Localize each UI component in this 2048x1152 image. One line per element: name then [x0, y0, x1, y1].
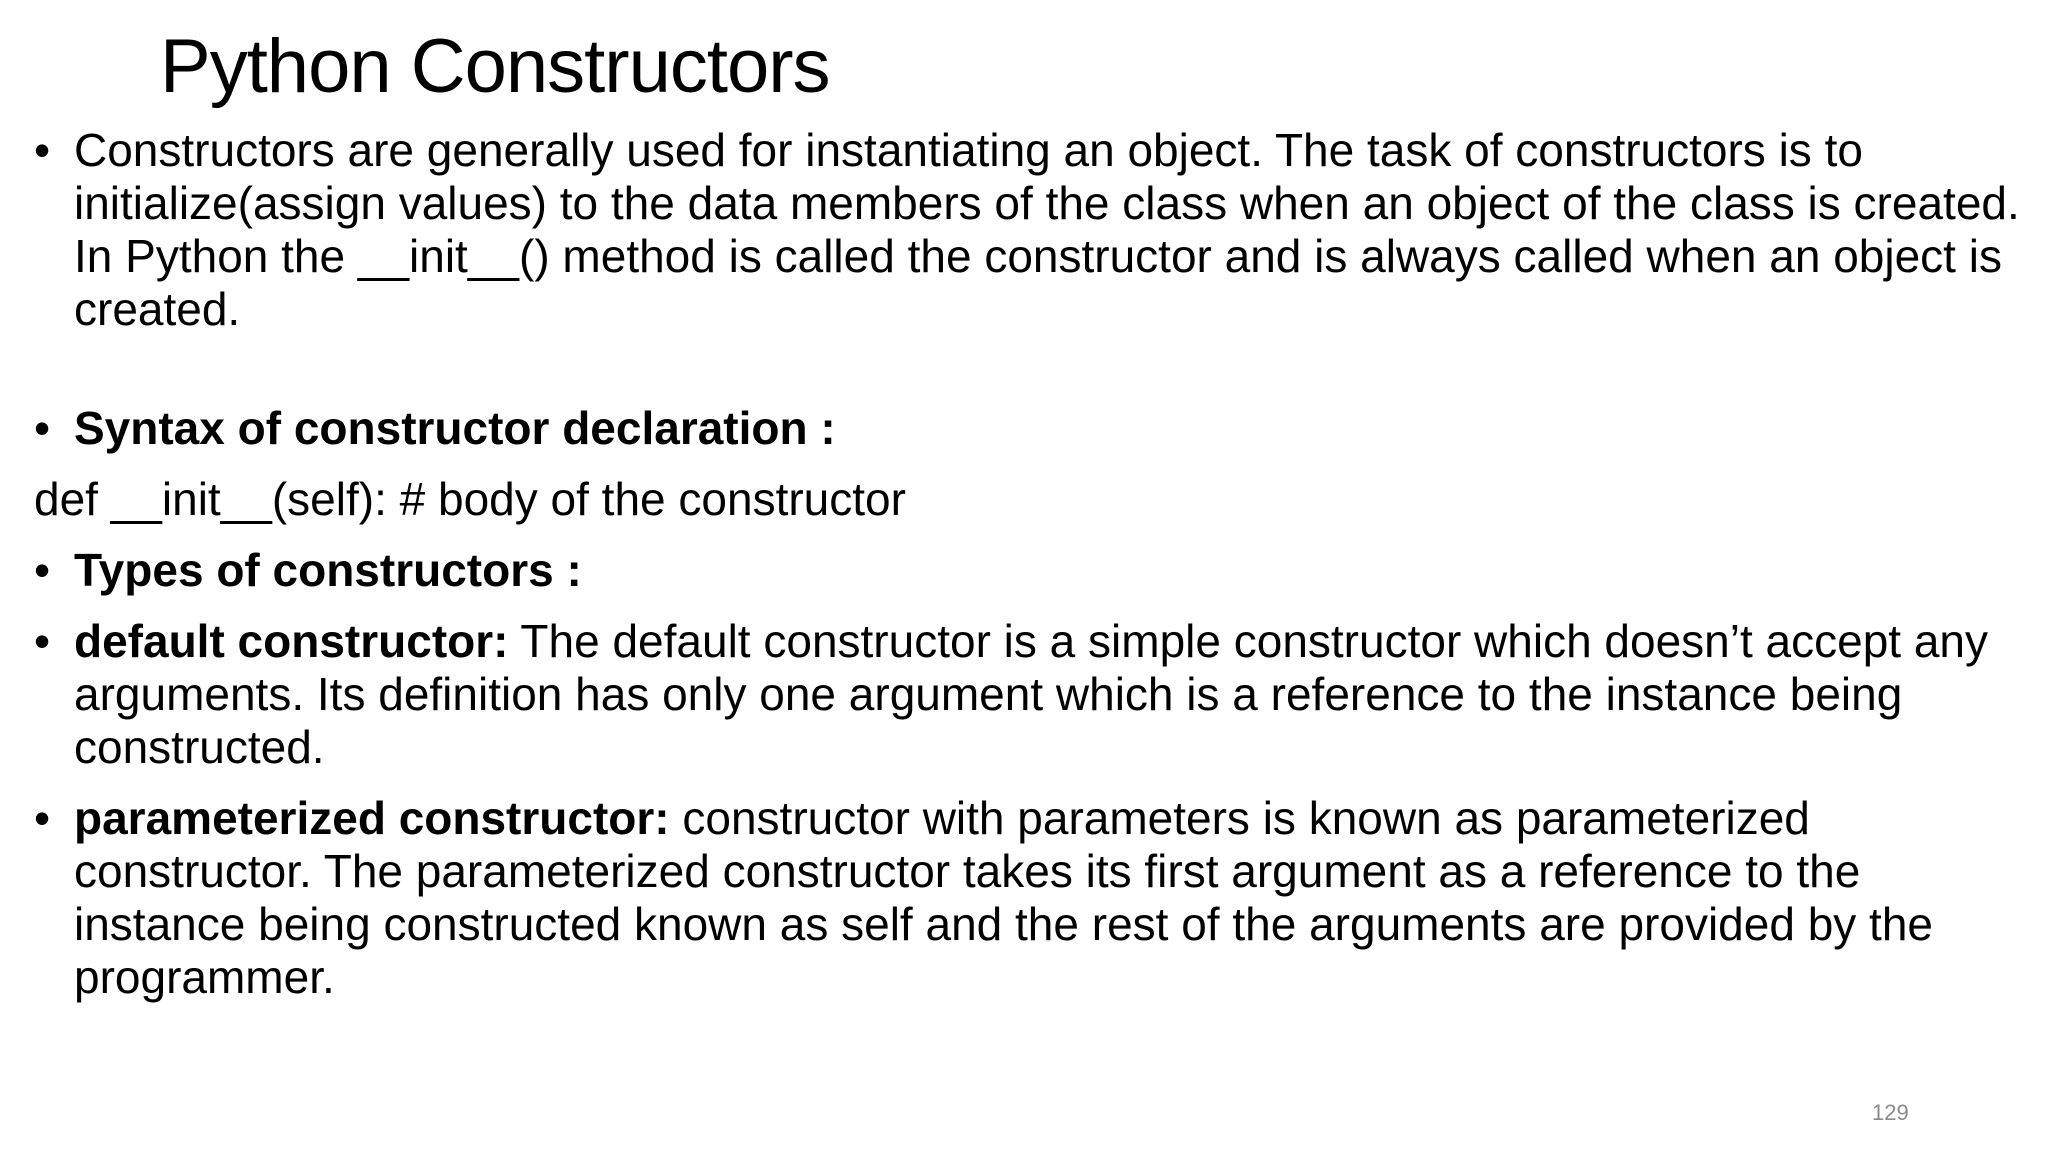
- bullet-types-heading: [34, 544, 2024, 597]
- bullet-default-constructor: [34, 615, 2024, 774]
- default-constructor-text: The default constructor is a simple constructor which doesn’t accept any arguments. Its definition has only one argument which is a reference to the instance being constructed.: [74, 615, 1989, 773]
- bullet-intro: [34, 124, 2024, 336]
- bullet-dot: •: [34, 544, 51, 596]
- syntax-heading: Syntax of constructor declaration :: [74, 402, 836, 454]
- parameterized-constructor-label: parameterized constructor:: [74, 792, 670, 844]
- bullet-dot: •: [34, 792, 51, 844]
- bullet-parameterized-constructor: [34, 792, 2024, 1004]
- bullet-dot: •: [34, 124, 51, 176]
- bullet-dot: •: [34, 402, 51, 454]
- default-constructor-label: default constructor:: [74, 615, 509, 667]
- bullet-syntax-heading: [34, 402, 2024, 455]
- syntax-code-line: def __init__(self): # body of the constructor: [34, 473, 906, 525]
- types-heading: Types of constructors :: [74, 544, 582, 596]
- bullet-dot: •: [34, 615, 51, 667]
- parameterized-constructor-text: constructor with parameters is known as parameterized constructor. The parameterized constructor takes its first argument as a reference to the instance being constructed known as self and the rest of the arguments are provided by the programmer.: [74, 792, 1934, 1003]
- page-number: 129: [1872, 1100, 1909, 1125]
- slide-content: [34, 124, 2024, 1022]
- slide-title: Python Constructors: [160, 24, 830, 109]
- intro-text: Constructors are generally used for instantiating an object. The task of constructors is to initialize(assign values) to the data members of the class when an object of the class is created. In Python the __init__() method is called the constructor and is always called when an object is created.: [74, 124, 2020, 335]
